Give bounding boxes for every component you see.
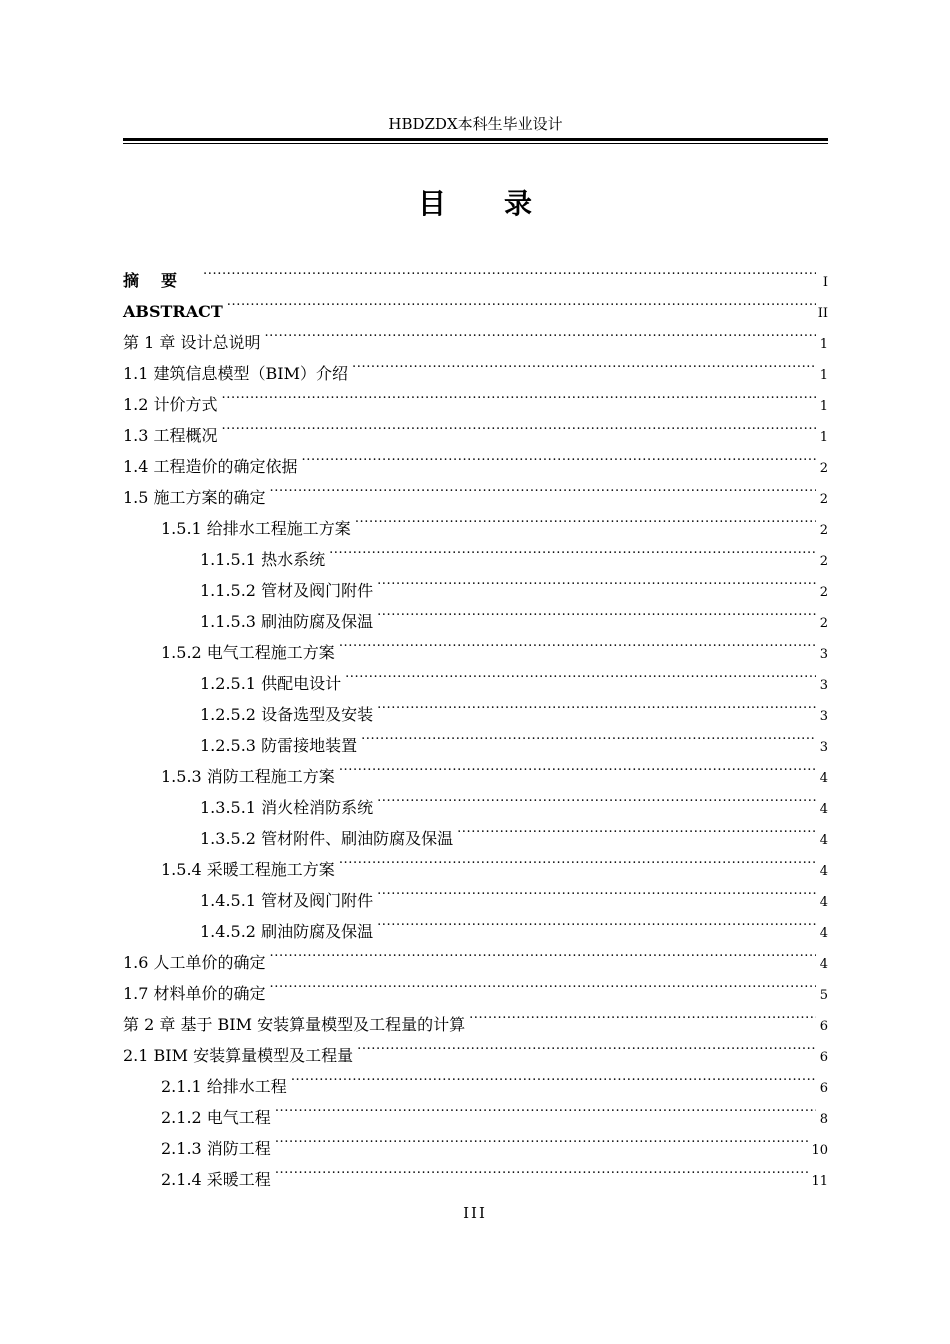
toc-entry-page: 4 [819, 864, 828, 879]
toc-entry[interactable] [123, 441, 828, 476]
toc-entry-page: 4 [819, 833, 828, 848]
toc-entry-label: 2.1.4 采暖工程 [161, 1170, 271, 1189]
toc-leader-dots [457, 813, 816, 844]
toc-entry-label: 摘要 [123, 271, 200, 290]
toc-entry-label: 2.1.3 消防工程 [161, 1139, 271, 1158]
toc-entry-label: 第 1 章 设计总说明 [123, 333, 261, 352]
page-header: HBDZDX本科生毕业设计 [388, 115, 563, 133]
toc-leader-dots [275, 1092, 816, 1123]
toc-entry-label: 1.1.5.3 刷油防腐及保温 [200, 612, 374, 631]
toc-leader-dots [355, 503, 816, 534]
toc-leader-dots [329, 534, 816, 565]
toc-entry-page: II [817, 306, 828, 321]
toc-title: 目录 [417, 187, 590, 220]
toc-entry-page: I [822, 275, 828, 290]
toc-entry-page: 1 [819, 337, 828, 352]
toc-entry-label: 1.1.5.1 热水系统 [200, 550, 326, 569]
toc-leader-dots [361, 720, 816, 751]
toc-entry-label: 2.1.2 电气工程 [161, 1108, 271, 1127]
toc-leader-dots [339, 751, 816, 782]
toc-entry-label: 2.1.1 给排水工程 [161, 1077, 287, 1096]
toc-entry[interactable] [123, 317, 828, 352]
toc-entry[interactable] [123, 379, 828, 414]
page-number: III [463, 1204, 487, 1222]
toc-entry-label: 1.3.5.2 管材附件、刷油防腐及保温 [200, 829, 454, 848]
toc-entry-page: 10 [811, 1143, 828, 1158]
toc-leader-dots [270, 937, 816, 968]
toc-entry-page: 6 [819, 1019, 828, 1034]
toc-entry-label: 1.7 材料单价的确定 [123, 984, 266, 1003]
toc-entry-label: 1.1.5.2 管材及阀门附件 [200, 581, 374, 600]
toc-entry-label: 1.5.3 消防工程施工方案 [161, 767, 335, 786]
toc-entry-label: 1.2.5.1 供配电设计 [200, 674, 342, 693]
toc-entry-page: 5 [819, 988, 828, 1003]
toc-entry-page: 6 [819, 1050, 828, 1065]
toc-entry-page: 4 [819, 957, 828, 972]
toc-entry-label: 1.2.5.2 设备选型及安装 [200, 705, 374, 724]
toc-entry-page: 4 [819, 895, 828, 910]
toc-entry-page: 2 [819, 554, 828, 569]
toc-entry-page: 8 [819, 1112, 828, 1127]
toc-entry-label: 1.5.1 给排水工程施工方案 [161, 519, 351, 538]
toc-entry-page: 3 [819, 709, 828, 724]
toc-entry-label: 1.3 工程概况 [123, 426, 218, 445]
toc-entry-label: 1.4.5.2 刷油防腐及保温 [200, 922, 374, 941]
toc-leader-dots [275, 1123, 810, 1154]
toc-entry-page: 6 [819, 1081, 828, 1096]
toc-leader-dots [352, 348, 816, 379]
toc-leader-dots [203, 255, 816, 286]
toc-entry-page: 11 [811, 1174, 828, 1189]
toc-leader-dots [270, 968, 816, 999]
toc-entry-label: 1.6 人工单价的确定 [123, 953, 266, 972]
toc-entry-label: 1.5.4 采暖工程施工方案 [161, 860, 335, 879]
toc-leader-dots [222, 410, 816, 441]
toc-entry-page: 1 [819, 399, 828, 414]
toc-leader-dots [264, 317, 816, 348]
toc-entry-page: 2 [819, 523, 828, 538]
header-rule-thin [123, 143, 828, 144]
toc-entry-label: ABSTRACT [123, 302, 223, 321]
toc-entry-label: 1.5 施工方案的确定 [123, 488, 266, 507]
toc-leader-dots [377, 596, 816, 627]
toc-entry-page: 2 [819, 616, 828, 631]
toc-entry-page: 4 [819, 802, 828, 817]
toc-entry-label: 1.5.2 电气工程施工方案 [161, 643, 335, 662]
toc-leader-dots [357, 1030, 816, 1061]
toc-entry-page: 4 [819, 926, 828, 941]
toc-entry-page: 3 [819, 647, 828, 662]
toc-entry-label: 1.1 建筑信息模型（BIM）介绍 [123, 364, 348, 383]
toc-leader-dots [291, 1061, 816, 1092]
toc-leader-dots [339, 844, 816, 875]
toc-leader-dots [270, 472, 816, 503]
toc-entry-page: 4 [819, 771, 828, 786]
toc-leader-dots [339, 627, 816, 658]
toc-entry-label: 1.4.5.1 管材及阀门附件 [200, 891, 374, 910]
toc-entry-label: 1.4 工程造价的确定依据 [123, 457, 298, 476]
toc-entry-page: 1 [819, 430, 828, 445]
toc-leader-dots [377, 565, 816, 596]
toc-entry[interactable] [123, 255, 828, 290]
toc-entry-page: 2 [819, 585, 828, 600]
toc-entry-label: 2.1 BIM 安装算量模型及工程量 [123, 1046, 354, 1065]
toc-leader-dots [469, 999, 816, 1030]
toc-entry-page: 2 [819, 492, 828, 507]
header-rule-thick [123, 138, 828, 141]
toc-entry-label: 1.2 计价方式 [123, 395, 218, 414]
toc-entry[interactable] [123, 286, 828, 321]
toc-entry-label: 1.2.5.3 防雷接地装置 [200, 736, 358, 755]
toc-entry-label: 第 2 章 基于 BIM 安装算量模型及工程量的计算 [123, 1015, 466, 1034]
toc-leader-dots [302, 441, 816, 472]
toc-leader-dots [377, 782, 816, 813]
toc-leader-dots [345, 658, 816, 689]
toc-leader-dots [377, 906, 816, 937]
toc-leader-dots [377, 875, 816, 906]
table-of-contents [123, 255, 828, 1189]
toc-leader-dots [222, 379, 816, 410]
toc-entry-page: 3 [819, 678, 828, 693]
toc-entry-page: 3 [819, 740, 828, 755]
toc-entry-label: 1.3.5.1 消火栓消防系统 [200, 798, 374, 817]
toc-leader-dots [227, 286, 816, 317]
toc-entry-page: 1 [819, 368, 828, 383]
toc-leader-dots [377, 689, 816, 720]
toc-entry[interactable] [123, 410, 828, 445]
toc-leader-dots [275, 1154, 810, 1185]
toc-entry-page: 2 [819, 461, 828, 476]
